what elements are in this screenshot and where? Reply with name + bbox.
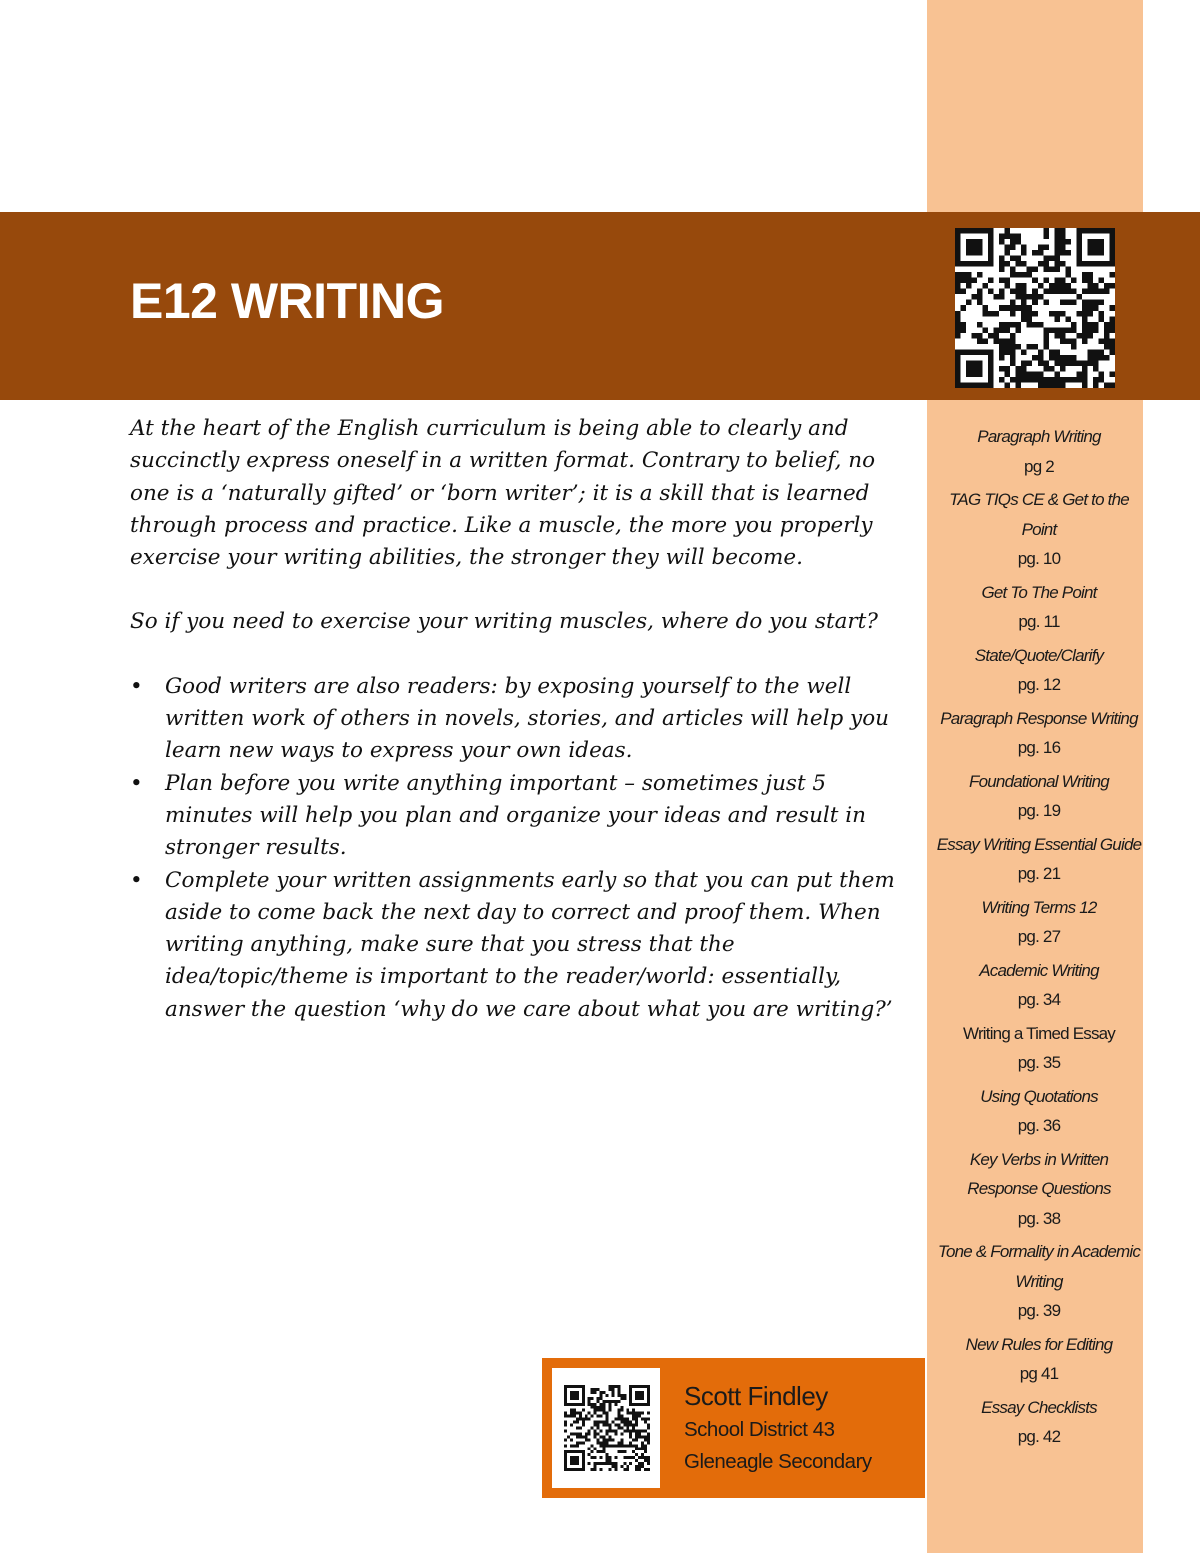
toc-title: TAG TIQs CE & Get to the Point <box>949 490 1129 539</box>
toc-entry <box>935 956 1143 1015</box>
intro-paragraph: At the heart of the English curriculum is being able to clearly and succinctly express oneself in a written format. Contrary to belief, no one is a ‘naturally gifted’ or ‘born writer’; it is a skill that is learned through process and practice. Like a muscle, the more you properly exercise your writing abilities, the stronger they will become. <box>130 416 876 571</box>
author-box <box>542 1358 925 1498</box>
toc-entry <box>935 704 1143 763</box>
toc-entry <box>935 641 1143 700</box>
toc-page: pg 2 <box>1024 456 1054 476</box>
list-item: • Good writers are also readers: by exposing yourself to the well written work of others in novels, stories, and articles will help you learn new ways to express your own ideas. <box>165 671 900 768</box>
toc-page: pg. 19 <box>1017 801 1061 820</box>
author-info <box>684 1378 872 1478</box>
toc-page: pg. 16 <box>1017 738 1061 757</box>
author-school: Gleneagle Secondary <box>684 1450 872 1473</box>
toc-page: pg. 35 <box>1017 1053 1061 1072</box>
toc-entry <box>935 1393 1143 1452</box>
toc-page: pg. 34 <box>1017 990 1061 1009</box>
toc-entry <box>935 1145 1143 1234</box>
bullet-icon: • <box>130 673 143 699</box>
toc-page: pg. 10 <box>1017 549 1061 568</box>
toc-title: State/Quote/Clarify <box>974 645 1104 665</box>
toc-entry <box>935 578 1143 637</box>
toc-title: Writing Terms 12 <box>981 897 1097 917</box>
qr-code-icon <box>564 1385 650 1471</box>
toc-entry <box>935 767 1143 826</box>
toc-entry <box>935 1237 1143 1326</box>
toc-page: pg. 21 <box>1017 864 1061 883</box>
toc-entry <box>935 422 1143 481</box>
toc-page: pg 41 <box>1019 1364 1059 1383</box>
author-qr-frame <box>552 1368 660 1488</box>
tips-list <box>130 671 900 1026</box>
toc-page: pg. 42 <box>1017 1427 1061 1446</box>
toc-title: Key Verbs in Written Response Questions <box>967 1149 1111 1198</box>
toc-entry <box>935 1082 1143 1141</box>
toc-page: pg. 39 <box>1017 1301 1061 1320</box>
toc-title: Foundational Writing <box>969 771 1109 791</box>
list-item: • Plan before you write anything important – sometimes just 5 minutes will help you plan and organize your ideas and result in stronger results. <box>165 768 900 865</box>
toc-title: Essay Checklists <box>981 1397 1097 1417</box>
toc-entry <box>935 830 1143 889</box>
intro-text <box>130 413 900 1026</box>
toc-page: pg. 36 <box>1017 1116 1061 1135</box>
toc-entry <box>935 893 1143 952</box>
bullet-icon: • <box>130 770 143 796</box>
toc-title: Paragraph Writing <box>977 427 1101 446</box>
author-district: School District 43 <box>684 1418 835 1441</box>
toc-page: pg. 12 <box>1017 675 1061 694</box>
toc-entry <box>935 1019 1143 1078</box>
toc-page: pg. 27 <box>1017 927 1061 946</box>
toc-page: pg. 38 <box>1017 1208 1061 1228</box>
toc-title: Academic Writing <box>979 960 1099 980</box>
toc-entry <box>935 1330 1143 1389</box>
toc-title: Paragraph Response Writing <box>940 708 1138 728</box>
toc-title: Tone & Formality in Academic Writing <box>937 1242 1141 1291</box>
intro-question: So if you need to exercise your writing muscles, where do you start? <box>130 609 878 635</box>
list-item: • Complete your written assignments early so that you can put them aside to come back the next day to correct and proof them. When writing anything, make sure that you stress that the idea/topic/theme is important to the reader/world: essentially, answer the question ‘why do we care about what you are writing?’ <box>165 865 900 1026</box>
table-of-contents <box>935 422 1143 1456</box>
page-title: E12 WRITING <box>130 273 444 329</box>
toc-title: Essay Writing Essential Guide <box>936 834 1142 854</box>
toc-title: Get To The Point <box>981 582 1097 602</box>
bullet-icon: • <box>130 867 143 893</box>
toc-entry <box>935 485 1143 574</box>
toc-title: New Rules for Editing <box>965 1334 1113 1354</box>
qr-code-icon <box>955 228 1115 388</box>
toc-title: Using Quotations <box>980 1086 1098 1106</box>
author-name: Scott Findley <box>684 1381 828 1411</box>
toc-page: pg. 11 <box>1018 612 1060 631</box>
toc-title: Writing a Timed Essay <box>963 1023 1115 1043</box>
